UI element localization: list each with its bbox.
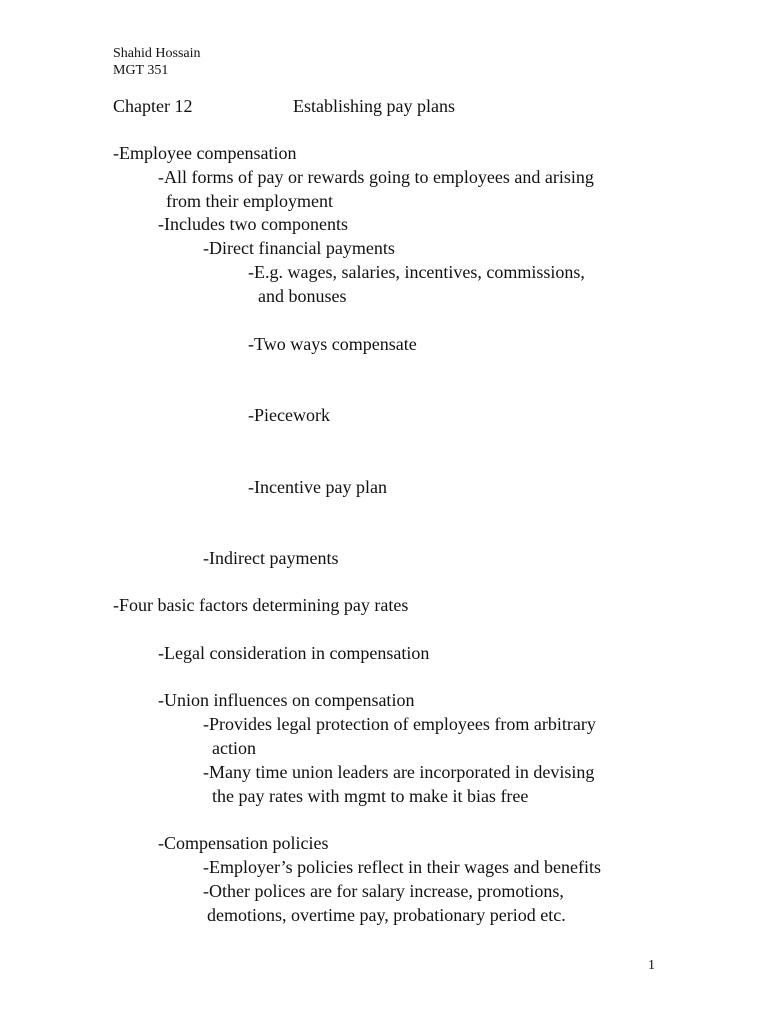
outline-item: -Legal consideration in compensation [158,643,430,663]
outline-item: -Incentive pay plan [248,477,387,497]
outline-item-continuation: demotions, overtime pay, probationary period etc. [207,905,566,925]
outline-item-continuation: from their employment [166,191,333,211]
outline-item: -Other polices are for salary increase, promotions, [203,881,564,901]
outline-item-continuation: and bonuses [258,286,347,306]
outline-item: -Provides legal protection of employees from arbitrary [203,714,596,734]
outline-item: -Two ways compensate [248,334,417,354]
outline-item: -Indirect payments [203,548,339,568]
outline-item: -Employee compensation [113,143,297,163]
outline-item: -Many time union leaders are incorporated in devising [203,762,595,782]
outline-item: -Four basic factors determining pay rates [113,595,409,615]
outline-item: -Direct financial payments [203,238,395,258]
author-name: Shahid Hossain [113,46,201,61]
chapter-topic: Establishing pay plans [293,96,455,116]
outline-item: -Union influences on compensation [158,690,415,710]
outline-item: -Includes two components [158,214,348,234]
outline-item: -E.g. wages, salaries, incentives, commissions, [248,262,585,282]
outline-item: -Compensation policies [158,833,329,853]
outline-item: -Employer’s policies reflect in their wages and benefits [203,857,602,877]
outline-item-continuation: action [212,738,256,758]
outline-item: -Piecework [248,405,330,425]
outline-item: -All forms of pay or rewards going to employees and arising [158,167,594,187]
page-number: 1 [648,958,655,973]
outline-item-continuation: the pay rates with mgmt to make it bias free [212,786,529,806]
course-code: MGT 351 [113,63,169,78]
chapter-number: Chapter 12 [113,96,193,116]
